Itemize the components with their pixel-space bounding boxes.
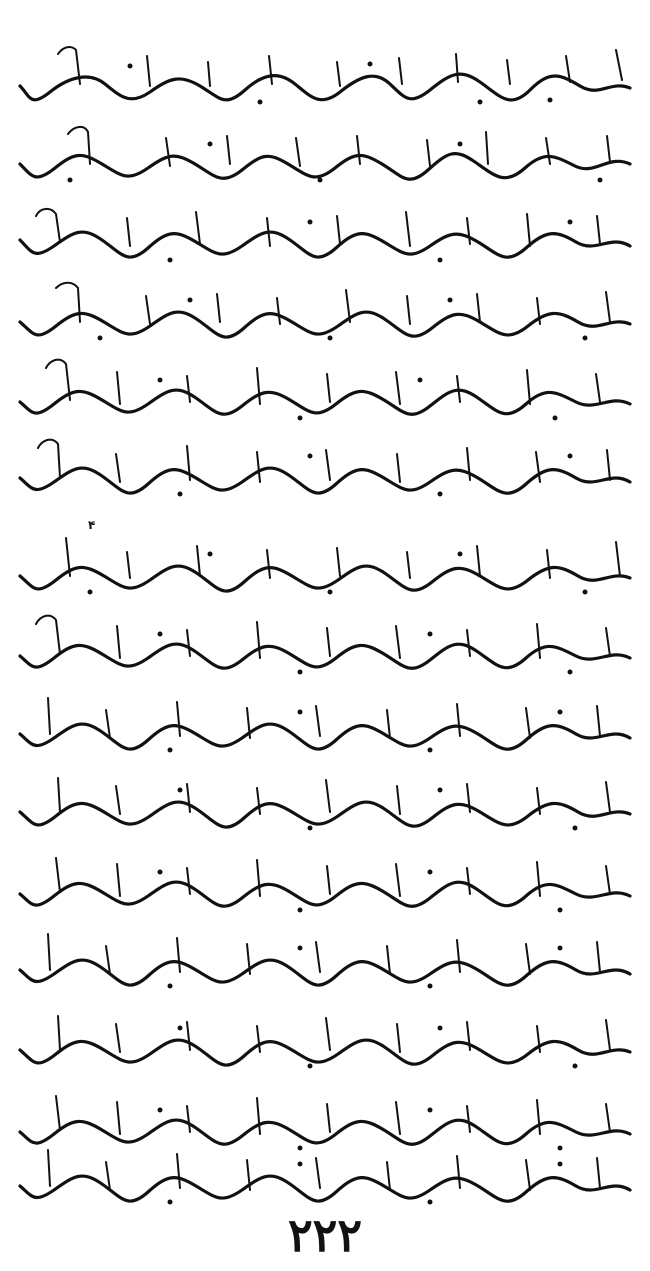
handwritten-line-1 <box>10 40 640 120</box>
handwritten-line-3 <box>10 196 640 276</box>
handwritten-line-5 <box>10 354 640 434</box>
handwritten-line-13 <box>10 1004 640 1084</box>
handwritten-line-11 <box>10 846 640 926</box>
page-number: ۲۲۲ <box>287 1208 363 1262</box>
handwritten-line-4 <box>10 276 640 356</box>
handwritten-line-9 <box>10 688 640 768</box>
line-marker: ۴ <box>88 518 96 532</box>
handwritten-line-10 <box>10 766 640 846</box>
handwritten-line-8 <box>10 608 640 688</box>
handwritten-line-6 <box>10 432 640 512</box>
handwritten-line-7 <box>10 530 640 610</box>
handwritten-line-12 <box>10 924 640 1004</box>
handwritten-line-2 <box>10 118 640 198</box>
